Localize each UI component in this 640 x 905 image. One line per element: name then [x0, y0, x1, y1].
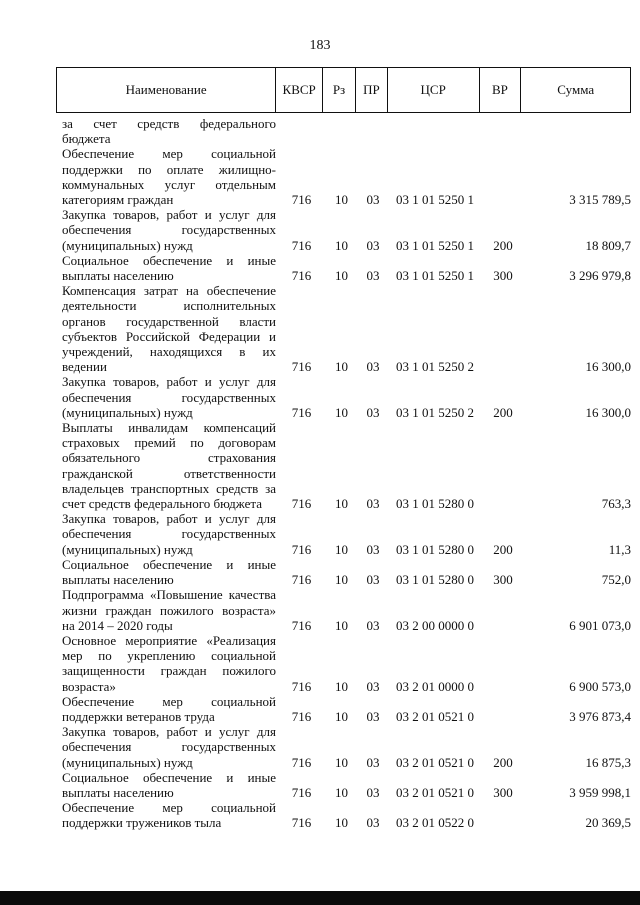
row-csr: 03 1 01 5250 1	[396, 237, 474, 253]
table-row	[56, 770, 631, 800]
row-kvsr: 716	[291, 617, 312, 633]
row-kvsr: 716	[291, 359, 312, 375]
row-sum: 16 300,0	[585, 359, 631, 375]
table-row	[56, 800, 631, 830]
row-csr: 03 1 01 5280 0	[396, 541, 474, 557]
row-kvsr: 716	[291, 754, 312, 770]
table-row	[56, 374, 631, 420]
row-pr: 03	[366, 237, 380, 253]
row-pr: 03	[366, 784, 380, 800]
row-name: Социальное обеспечение и иные выплаты населению	[62, 252, 276, 284]
row-pr: 03	[366, 708, 380, 724]
table-row	[56, 724, 631, 770]
row-csr: 03 2 01 0000 0	[396, 678, 474, 694]
row-vr: 200	[493, 237, 513, 253]
row-csr: 03 2 01 0521 0	[396, 754, 474, 770]
row-vr: 300	[493, 572, 513, 588]
header-name: Наименование	[57, 68, 276, 112]
row-kvsr: 716	[291, 192, 312, 208]
row-pr: 03	[366, 541, 380, 557]
row-sum: 16 875,3	[585, 754, 631, 770]
table-row	[56, 420, 631, 511]
row-kvsr: 716	[291, 708, 312, 724]
row-name: Социальное обеспечение и иные выплаты населению	[62, 556, 276, 588]
row-name: Подпрограмма «Повышение качества жизни граждан пожилого возраста» на 2014 – 2020 годы	[62, 587, 276, 633]
header-pr: ПР	[356, 68, 388, 112]
row-sum: 11,3	[608, 541, 631, 557]
row-pr: 03	[366, 678, 380, 694]
row-name: Обеспечение мер социальной поддержки тружеников тыла	[62, 800, 276, 831]
row-kvsr: 716	[291, 404, 312, 420]
row-sum: 18 809,7	[585, 237, 631, 253]
row-name: Основное мероприятие «Реализация мер по укреплению социальной защищенности граждан пожилого возраста»	[62, 632, 276, 694]
row-sum: 16 300,0	[585, 404, 631, 420]
row-kvsr: 716	[291, 815, 312, 831]
table-header	[56, 67, 631, 113]
row-name: Закупка товаров, работ и услуг для обеспечения государственных (муниципальных) нужд	[62, 374, 276, 420]
row-csr: 03 1 01 5280 0	[396, 572, 474, 588]
row-sum: 6 901 073,0	[569, 617, 631, 633]
row-rz: 10	[335, 784, 348, 800]
row-kvsr: 716	[291, 541, 312, 557]
table-row	[56, 587, 631, 633]
row-kvsr: 716	[291, 237, 312, 253]
row-vr: 200	[493, 754, 513, 770]
row-name: Закупка товаров, работ и услуг для обеспечения государственных (муниципальных) нужд	[62, 511, 276, 557]
table-row	[56, 116, 631, 146]
row-sum: 3 296 979,8	[569, 268, 631, 284]
row-csr: 03 1 01 5280 0	[396, 496, 474, 512]
row-sum: 3 959 998,1	[569, 784, 631, 800]
row-pr: 03	[366, 359, 380, 375]
row-rz: 10	[335, 237, 348, 253]
row-rz: 10	[335, 359, 348, 375]
table-row	[56, 146, 631, 207]
row-rz: 10	[335, 754, 348, 770]
row-sum: 752,0	[601, 572, 631, 588]
table-row	[56, 283, 631, 374]
row-vr: 200	[493, 541, 513, 557]
row-rz: 10	[335, 404, 348, 420]
row-name: Компенсация затрат на обеспечение деятельности исполнительных органов государственной власти субъектов Российской Федерации и учреждений, находящихся в их ведении	[62, 283, 276, 375]
table-row	[56, 557, 631, 587]
row-rz: 10	[335, 192, 348, 208]
row-name: Обеспечение мер социальной поддержки по оплате жилищно-коммунальных услуг отдельным категориям граждан	[62, 146, 276, 208]
row-csr: 03 1 01 5250 2	[396, 359, 474, 375]
row-rz: 10	[335, 541, 348, 557]
row-name: Обеспечение мер социальной поддержки ветеранов труда	[62, 693, 276, 724]
page-number: 183	[309, 38, 331, 53]
table-row	[56, 253, 631, 283]
row-vr: 300	[493, 784, 513, 800]
row-name: Выплаты инвалидам компенсаций страховых премий по договорам обязательного страхования гражданской ответственности владельцев транспортных средств за счет средств федерального бюджета	[62, 420, 276, 512]
row-pr: 03	[366, 496, 380, 512]
row-rz: 10	[335, 268, 348, 284]
row-rz: 10	[335, 572, 348, 588]
row-pr: 03	[366, 754, 380, 770]
row-kvsr: 716	[291, 784, 312, 800]
header-vr: ВР	[480, 68, 522, 112]
row-name: Закупка товаров, работ и услуг для обеспечения государственных (муниципальных) нужд	[62, 724, 276, 770]
row-name: Социальное обеспечение и иные выплаты населению	[62, 769, 276, 800]
row-pr: 03	[366, 617, 380, 633]
row-rz: 10	[335, 678, 348, 694]
row-pr: 03	[366, 404, 380, 420]
table-row	[56, 511, 631, 557]
row-csr: 03 1 01 5250 1	[396, 268, 474, 284]
row-rz: 10	[335, 496, 348, 512]
header-sum: Сумма	[557, 82, 595, 97]
row-kvsr: 716	[291, 678, 312, 694]
row-csr: 03 1 01 5250 1	[396, 192, 474, 208]
row-csr: 03 2 01 0522 0	[396, 815, 474, 831]
row-pr: 03	[366, 192, 380, 208]
scan-edge-bar	[0, 891, 640, 905]
row-rz: 10	[335, 708, 348, 724]
row-name: за счет средств федерального бюджета	[62, 116, 276, 147]
row-rz: 10	[335, 815, 348, 831]
row-kvsr: 716	[291, 572, 312, 588]
table-row	[56, 633, 631, 694]
row-sum: 763,3	[601, 496, 631, 512]
row-rz: 10	[335, 617, 348, 633]
row-csr: 03 2 01 0521 0	[396, 708, 474, 724]
header-rz: Рз	[323, 68, 356, 112]
row-pr: 03	[366, 268, 380, 284]
row-pr: 03	[366, 815, 380, 831]
header-kvsr: КВСР	[276, 68, 323, 112]
row-csr: 03 2 00 0000 0	[396, 617, 474, 633]
row-vr: 300	[493, 268, 513, 284]
row-sum: 3 976 873,4	[569, 708, 631, 724]
row-vr: 200	[493, 404, 513, 420]
table-row	[56, 207, 631, 253]
row-kvsr: 716	[291, 496, 312, 512]
row-sum: 6 900 573,0	[569, 678, 631, 694]
row-sum: 20 369,5	[585, 815, 631, 831]
row-kvsr: 716	[291, 268, 312, 284]
row-csr: 03 1 01 5250 2	[396, 404, 474, 420]
row-sum: 3 315 789,5	[569, 192, 631, 208]
row-pr: 03	[366, 572, 380, 588]
header-csr: ЦСР	[388, 68, 480, 112]
table-row	[56, 694, 631, 724]
row-csr: 03 2 01 0521 0	[396, 784, 474, 800]
row-name: Закупка товаров, работ и услуг для обеспечения государственных (муниципальных) нужд	[62, 207, 276, 253]
table-body	[56, 116, 631, 831]
